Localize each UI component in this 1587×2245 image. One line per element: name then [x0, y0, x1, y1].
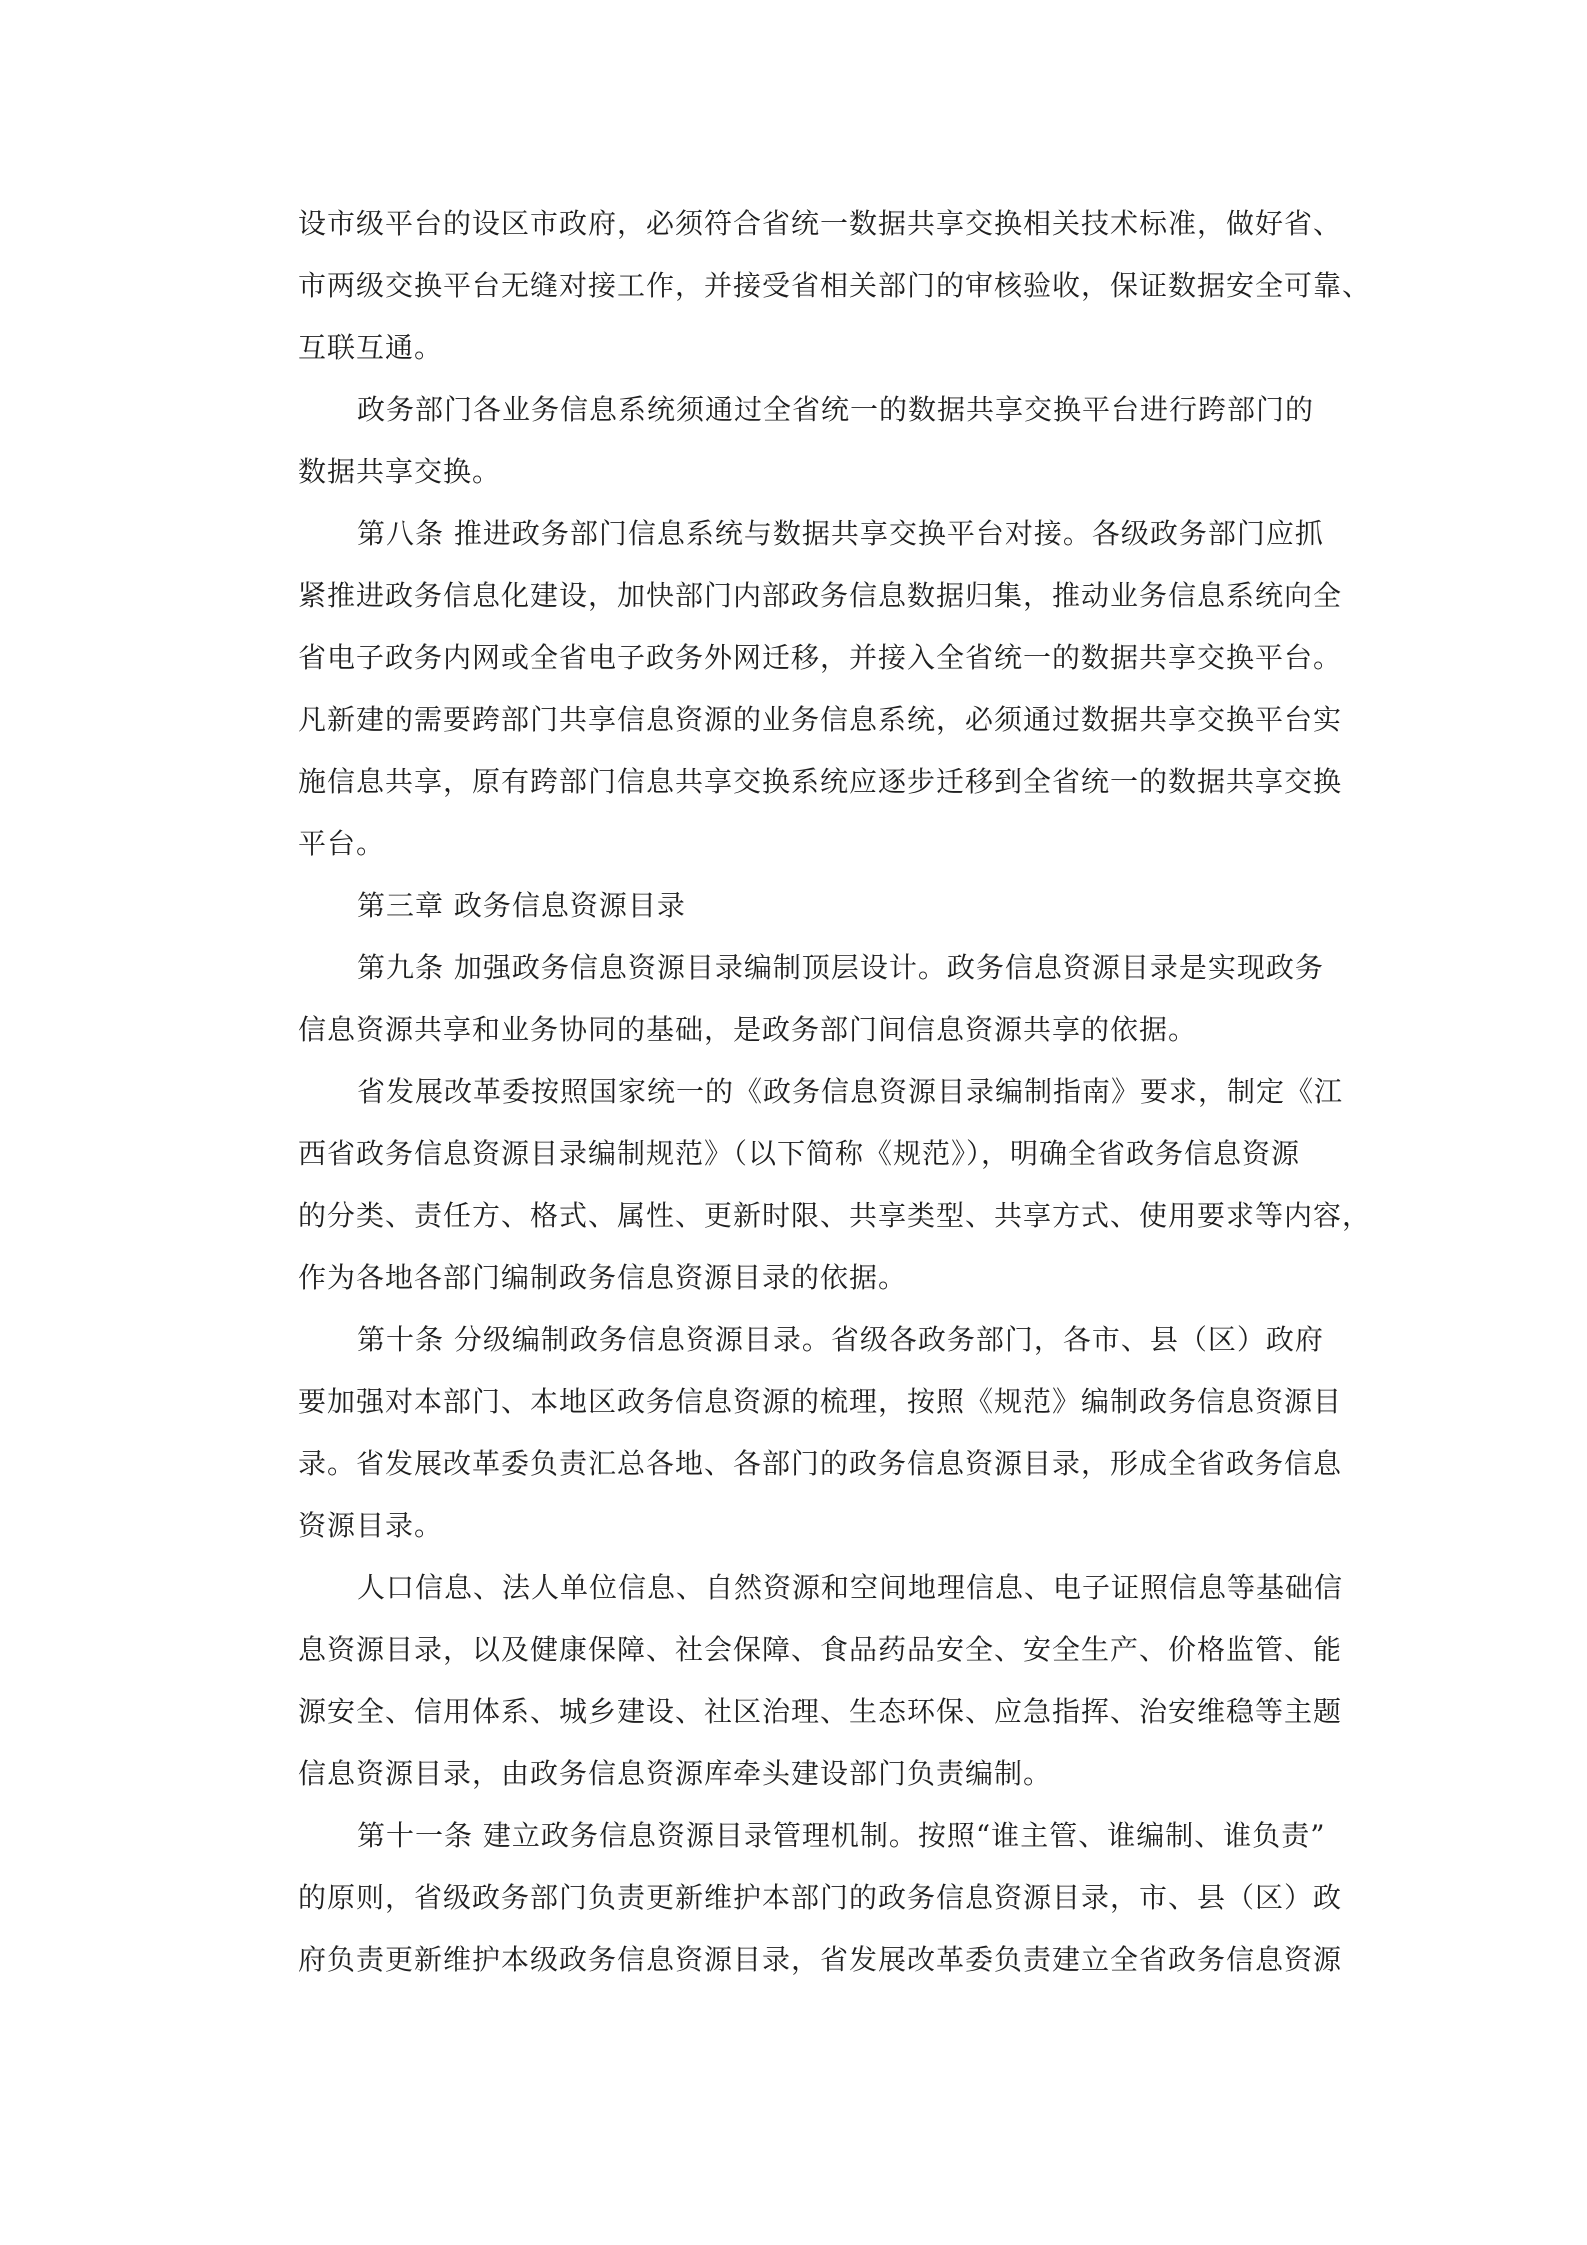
- text-line: 市两级交换平台无缝对接工作，并接受省相关部门的审核验收，保证数据安全可靠、: [298, 269, 1372, 302]
- text-line: 第八条 推进政务部门信息系统与数据共享交换平台对接。各级政务部门应抓: [357, 517, 1324, 550]
- text-line: 信息资源共享和业务协同的基础，是政务部门间信息资源共享的依据。: [298, 1013, 1198, 1046]
- text-line: 平台。: [298, 827, 386, 860]
- text-line: 要加强对本部门、本地区政务信息资源的梳理，按照《规范》编制政务信息资源目: [298, 1385, 1343, 1418]
- paragraph: [298, 1557, 1344, 1805]
- text-line: 互联互通。: [298, 331, 444, 364]
- paragraph: [298, 875, 1298, 937]
- text-line: 设市级平台的设区市政府，必须符合省统一数据共享交换相关技术标准，做好省、: [298, 207, 1343, 240]
- text-line: 省电子政务内网或全省电子政务外网迁移，并接入全省统一的数据共享交换平台。: [298, 641, 1343, 674]
- paragraph: [298, 503, 1343, 875]
- paragraph: [298, 379, 1315, 503]
- text-line: 信息资源目录，由政务信息资源库牵头建设部门负责编制。: [298, 1757, 1053, 1790]
- text-line: 源安全、信用体系、城乡建设、社区治理、生态环保、应急指挥、治安维稳等主题: [298, 1695, 1343, 1728]
- paragraph: [298, 937, 1324, 1061]
- text-line: 府负责更新维护本级政务信息资源目录，省发展改革委负责建立全省政务信息资源: [298, 1943, 1343, 1976]
- text-line: 第十条 分级编制政务信息资源目录。省级各政务部门，各市、县（区）政府: [357, 1323, 1324, 1356]
- paragraph: [298, 193, 1372, 379]
- text-line: 第三章 政务信息资源目录: [357, 889, 686, 922]
- text-line: 凡新建的需要跨部门共享信息资源的业务信息系统，必须通过数据共享交换平台实: [298, 703, 1343, 736]
- text-line: 录。省发展改革委负责汇总各地、各部门的政务信息资源目录，形成全省政务信息: [298, 1447, 1343, 1480]
- text-line: 人口信息、法人单位信息、自然资源和空间地理信息、电子证照信息等基础信: [357, 1571, 1344, 1604]
- text-line: 西省政务信息资源目录编制规范》（以下简称《规范》），明确全省政务信息资源: [298, 1137, 1301, 1170]
- text-line: 省发展改革委按照国家统一的《政务信息资源目录编制指南》要求，制定《江: [357, 1075, 1344, 1108]
- document-page: [298, 193, 1372, 1991]
- text-line: 作为各地各部门编制政务信息资源目录的依据。: [298, 1261, 908, 1294]
- text-line: 紧推进政务信息化建设，加快部门内部政务信息数据归集，推动业务信息系统向全: [298, 579, 1343, 612]
- paragraph: [298, 1309, 1343, 1557]
- text-line: 资源目录。: [298, 1509, 444, 1542]
- text-line: 数据共享交换。: [298, 455, 502, 488]
- text-line: 政务部门各业务信息系统须通过全省统一的数据共享交换平台进行跨部门的: [357, 393, 1315, 426]
- text-line: 的分类、责任方、格式、属性、更新时限、共享类型、共享方式、使用要求等内容，: [298, 1199, 1372, 1232]
- paragraph: [298, 1805, 1343, 1991]
- text-line: 施信息共享，原有跨部门信息共享交换系统应逐步迁移到全省统一的数据共享交换: [298, 765, 1343, 798]
- text-line: 第九条 加强政务信息资源目录编制顶层设计。政务信息资源目录是实现政务: [357, 951, 1324, 984]
- text-line: 息资源目录，以及健康保障、社会保障、食品药品安全、安全生产、价格监管、能: [298, 1633, 1343, 1666]
- paragraph: [298, 1061, 1372, 1309]
- text-line: 第十一条 建立政务信息资源目录管理机制。按照“谁主管、谁编制、谁负责”: [357, 1819, 1326, 1852]
- text-line: 的原则，省级政务部门负责更新维护本部门的政务信息资源目录，市、县（区）政: [298, 1881, 1343, 1914]
